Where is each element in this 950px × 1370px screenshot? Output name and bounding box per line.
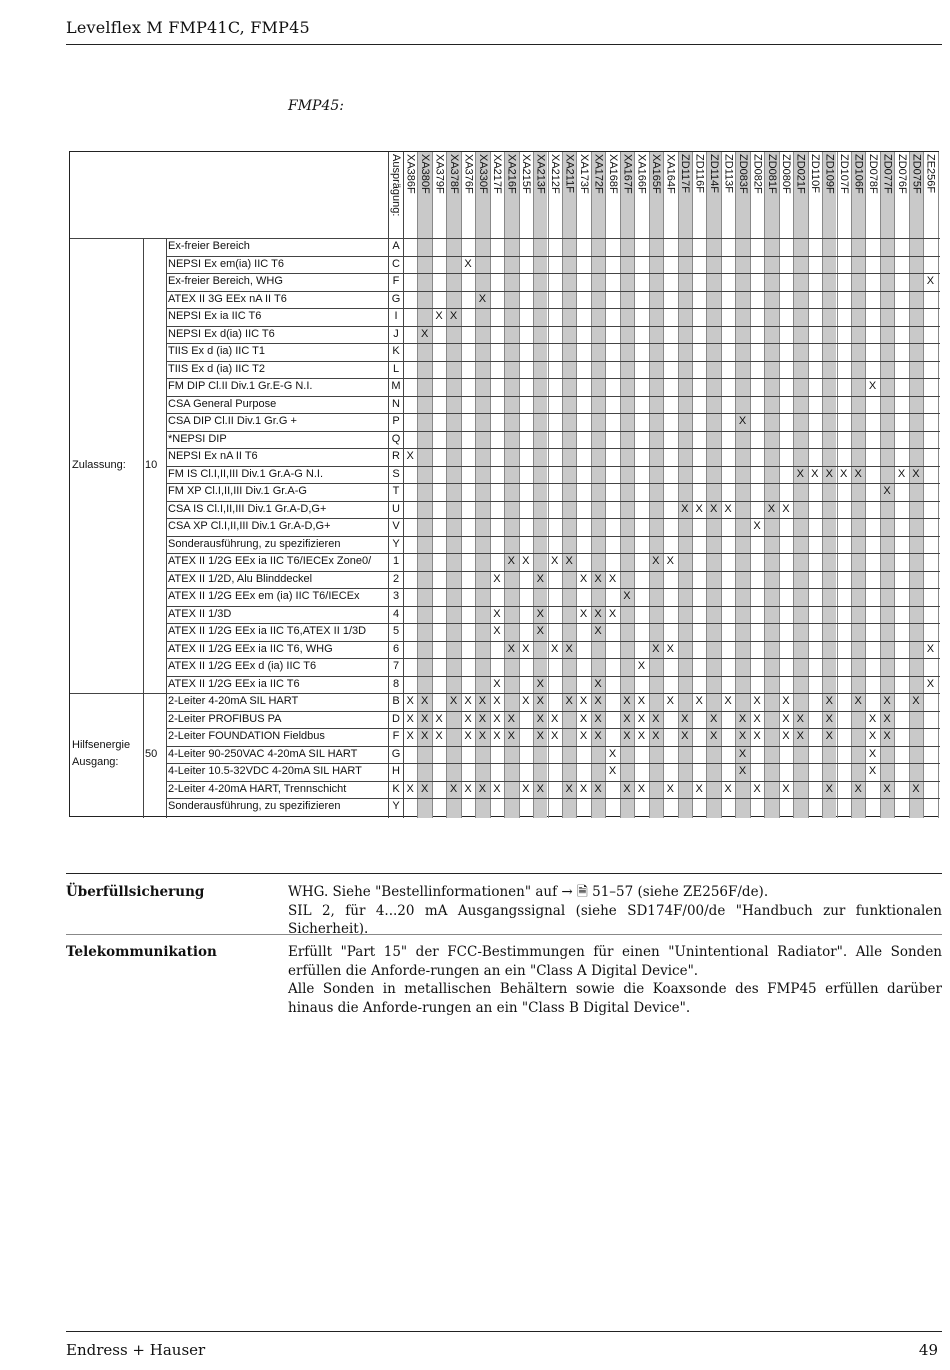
cell-mark: X xyxy=(825,695,833,707)
column-header: XA386F xyxy=(404,154,417,194)
cell-mark: X xyxy=(579,712,588,725)
row-code: H xyxy=(392,765,400,777)
row-label: NEPSI Ex ia IIC T6 xyxy=(168,310,262,322)
column-header: ZD075F xyxy=(910,154,923,194)
cell-mark: X xyxy=(464,695,472,707)
cell-mark: X xyxy=(551,730,559,742)
row-code: G xyxy=(391,292,401,305)
cell-mark: X xyxy=(536,607,544,620)
row-code: T xyxy=(392,485,400,497)
cell-mark: X xyxy=(681,502,689,515)
cell-mark: X xyxy=(478,695,487,707)
cell-mark: X xyxy=(478,712,487,725)
cell-mark: X xyxy=(695,695,703,707)
page-header-title: Levelflex M FMP41C, FMP45 xyxy=(66,18,310,37)
row-code: R xyxy=(392,450,400,462)
vline xyxy=(851,152,852,818)
vline xyxy=(923,152,924,818)
column-header: XA167F xyxy=(621,154,634,194)
cell-mark: X xyxy=(551,712,559,725)
cell-mark: X xyxy=(796,730,804,742)
row-code: P xyxy=(392,415,400,427)
cell-mark: X xyxy=(738,747,747,760)
row-label: Ex-freier Bereich xyxy=(168,240,250,252)
row-label: Ex-freier Bereich, WHG xyxy=(168,275,283,287)
cell-mark: X xyxy=(724,502,732,515)
row-code: 3 xyxy=(392,590,400,602)
column-header: ZD117F xyxy=(679,154,692,193)
row-code: S xyxy=(392,467,400,480)
cell-mark: X xyxy=(464,730,472,742)
column-header: XA376F xyxy=(462,154,475,194)
cell-mark: X xyxy=(883,782,891,795)
row-label: FM DIP Cl.II Div.1 Gr.E-G N.I. xyxy=(168,380,313,392)
cell-mark: X xyxy=(652,555,660,567)
vline xyxy=(519,152,520,818)
row-code: J xyxy=(393,327,399,340)
row-label: *NEPSI DIP xyxy=(168,432,227,445)
vline xyxy=(909,152,910,818)
column-header: XA172F xyxy=(592,154,605,194)
column-header: XA330F xyxy=(476,154,489,194)
cell-mark: X xyxy=(637,712,646,725)
cell-mark: X xyxy=(652,712,660,725)
cell-mark: X xyxy=(738,765,747,777)
cell-mark: X xyxy=(594,730,602,742)
cell-mark: X xyxy=(464,257,472,270)
cell-mark: X xyxy=(536,712,544,725)
cell-mark: X xyxy=(493,695,501,707)
cell-mark: X xyxy=(493,625,501,637)
column-header: XA378F xyxy=(447,154,460,194)
cell-mark: X xyxy=(897,467,906,480)
row-code: 8 xyxy=(392,677,400,690)
cell-mark: X xyxy=(883,485,891,497)
cell-mark: X xyxy=(637,695,646,707)
section-text-overfill xyxy=(288,883,942,939)
cell-mark: X xyxy=(493,730,501,742)
cell-mark: X xyxy=(406,695,414,707)
cell-mark: X xyxy=(594,625,602,637)
column-header: ZD077F xyxy=(881,154,894,194)
column-header: ZD078F xyxy=(866,154,879,194)
cell-mark: X xyxy=(825,782,833,795)
cell-mark: X xyxy=(420,730,429,742)
cell-mark: X xyxy=(579,572,588,585)
row-label: ATEX II 3G EEx nA II T6 xyxy=(168,292,287,305)
cell-mark: X xyxy=(623,782,631,795)
row-label: ATEX II 1/2G EEx ia IIC T6,ATEX II 1/3D xyxy=(168,625,367,637)
cell-mark: X xyxy=(623,590,631,602)
cell-mark: X xyxy=(695,782,703,795)
cell-mark: X xyxy=(652,642,660,655)
cell-mark: X xyxy=(753,782,761,795)
cell-mark: X xyxy=(709,502,718,515)
cell-mark: X xyxy=(594,782,602,795)
cell-mark: X xyxy=(536,677,544,690)
column-header: XA379F xyxy=(433,154,446,194)
column-header: XA215F xyxy=(520,154,533,194)
row-label: FM XP Cl.I,II,III Div.1 Gr.A-G xyxy=(168,485,307,497)
cell-mark: X xyxy=(623,712,631,725)
cell-mark: X xyxy=(709,712,718,725)
cell-mark: X xyxy=(579,782,588,795)
cell-mark: X xyxy=(840,467,848,480)
cell-mark: X xyxy=(912,782,920,795)
row-code: F xyxy=(392,275,400,287)
cell-mark: X xyxy=(753,520,761,532)
cell-mark: X xyxy=(478,292,487,305)
cell-mark: X xyxy=(464,712,472,725)
column-shade xyxy=(851,152,865,818)
header-rule xyxy=(66,44,942,45)
cell-mark: X xyxy=(681,730,689,742)
cell-mark: X xyxy=(478,782,487,795)
row-label: CSA General Purpose xyxy=(168,397,277,410)
column-header: ZD107F xyxy=(838,154,850,194)
column-header: ZD083F xyxy=(736,154,749,194)
row-code: 7 xyxy=(392,660,400,672)
cell-mark: X xyxy=(883,695,891,707)
row-label: NEPSI Ex em(ia) IIC T6 xyxy=(168,257,284,270)
column-header: ZD109F xyxy=(823,154,836,194)
cell-mark: X xyxy=(753,695,761,707)
cell-mark: X xyxy=(724,782,732,795)
row-code: 6 xyxy=(392,642,400,655)
column-header: ZD116F xyxy=(693,154,706,193)
row-code: 1 xyxy=(392,555,400,567)
cell-mark: X xyxy=(594,677,602,690)
row-label: TIIS Ex d (ia) IIC T1 xyxy=(168,345,265,357)
section-label-overfill: Überfüllsicherung xyxy=(66,884,205,900)
vline xyxy=(605,152,606,818)
approval-matrix-table xyxy=(69,151,939,817)
row-label: 2-Leiter FOUNDATION Fieldbus xyxy=(168,730,325,742)
column-shade xyxy=(909,152,923,818)
row-code: K xyxy=(392,345,400,357)
section-text-telecom xyxy=(288,943,942,1017)
cell-mark: X xyxy=(435,730,443,742)
cell-mark: X xyxy=(594,607,602,620)
column-header: XA173F xyxy=(577,154,590,194)
cell-mark: X xyxy=(883,730,891,742)
cell-mark: X xyxy=(637,730,646,742)
cell-mark: X xyxy=(420,327,429,340)
vline xyxy=(721,152,722,818)
cell-mark: X xyxy=(666,642,674,655)
cell-mark: X xyxy=(796,467,804,480)
row-label: 2-Leiter 4-20mA HART, Trennschicht xyxy=(168,782,347,795)
cell-mark: X xyxy=(478,730,487,742)
column-header: ZD021F xyxy=(794,154,807,194)
cell-mark: X xyxy=(868,765,877,777)
row-code: A xyxy=(392,240,400,252)
row-label: NEPSI Ex nA II T6 xyxy=(168,450,258,462)
row-code: Q xyxy=(391,432,401,445)
cell-mark: X xyxy=(507,712,515,725)
row-code: Y xyxy=(392,800,400,812)
cell-mark: X xyxy=(565,782,573,795)
cell-mark: X xyxy=(724,695,732,707)
vline xyxy=(143,238,144,818)
cell-mark: X xyxy=(666,555,674,567)
cell-mark: X xyxy=(637,660,646,672)
cell-mark: X xyxy=(579,730,588,742)
section-rule xyxy=(66,873,942,874)
cell-mark: X xyxy=(536,782,544,795)
section-rule xyxy=(66,934,942,935)
cell-mark: X xyxy=(738,415,747,427)
row-label: CSA XP Cl.I,II,III Div.1 Gr.A-D,G+ xyxy=(168,520,331,532)
cell-mark: X xyxy=(753,730,761,742)
cell-mark: X xyxy=(507,730,515,742)
cell-mark: X xyxy=(666,782,674,795)
cell-mark: X xyxy=(782,730,790,742)
group-code: 10 xyxy=(145,459,158,471)
section-text-line: WHG. Siehe "Bestellinformationen" auf → 🗎 51–57 (siehe ZE256F/de). xyxy=(288,884,769,900)
column-header-code: Ausprägung: xyxy=(390,154,402,217)
vline xyxy=(663,152,664,818)
row-code: G xyxy=(391,747,401,760)
cell-mark: X xyxy=(579,607,588,620)
row-code: 5 xyxy=(392,625,400,637)
cell-mark: X xyxy=(522,782,530,795)
column-header: XA211F xyxy=(563,154,576,193)
cell-mark: X xyxy=(868,747,877,760)
column-header: XA213F xyxy=(534,154,547,194)
cell-mark: X xyxy=(551,555,559,567)
column-header: XA168F xyxy=(606,154,619,194)
cell-mark: X xyxy=(464,782,472,795)
footer-page-number: 49 xyxy=(918,1341,938,1359)
row-label: 2-Leiter PROFIBUS PA xyxy=(168,712,282,725)
cell-mark: X xyxy=(912,467,920,480)
column-shade xyxy=(764,152,778,818)
column-shade xyxy=(446,152,460,818)
row-code: 4 xyxy=(392,607,400,620)
cell-mark: X xyxy=(493,782,501,795)
row-code: 2 xyxy=(392,572,400,585)
cell-mark: X xyxy=(449,782,458,795)
column-shade xyxy=(562,152,576,818)
row-code: V xyxy=(392,520,400,532)
cell-mark: X xyxy=(406,712,414,725)
cell-mark: X xyxy=(536,695,544,707)
cell-mark: X xyxy=(522,555,530,567)
row-code: F xyxy=(392,730,400,742)
cell-mark: X xyxy=(767,502,776,515)
row-code: D xyxy=(392,712,400,725)
row-code: U xyxy=(392,502,400,515)
cell-mark: X xyxy=(608,607,617,620)
cell-mark: X xyxy=(522,695,530,707)
cell-mark: X xyxy=(536,730,544,742)
cell-mark: X xyxy=(522,642,530,655)
column-header: ZD114F xyxy=(707,154,720,193)
column-header: ZD080F xyxy=(780,154,793,194)
vline xyxy=(764,152,765,818)
column-header: XA380F xyxy=(418,154,431,194)
section-text-line: Alle Sonden in metallischen Behältern sowie die Koaxsonde des FMP45 erfüllen darüber hinaus die Anforde-rungen an ein "Class B Digital Device". xyxy=(288,981,942,1016)
row-code: C xyxy=(392,257,400,270)
row-code: K xyxy=(392,782,400,795)
row-label: NEPSI Ex d(ia) IIC T6 xyxy=(168,327,275,340)
column-header: XA216F xyxy=(505,154,518,194)
cell-mark: X xyxy=(868,712,877,725)
cell-mark: X xyxy=(435,310,443,322)
column-header: ZD113F xyxy=(722,154,735,193)
vline xyxy=(837,152,838,818)
cell-mark: X xyxy=(782,502,790,515)
cell-mark: X xyxy=(565,642,573,655)
row-label: 4-Leiter 90-250VAC 4-20mA SIL HART xyxy=(168,747,358,760)
cell-mark: X xyxy=(782,695,790,707)
cell-mark: X xyxy=(623,695,631,707)
cell-mark: X xyxy=(926,275,935,287)
cell-mark: X xyxy=(623,730,631,742)
cell-mark: X xyxy=(608,747,617,760)
cell-mark: X xyxy=(811,467,819,480)
vline xyxy=(894,152,895,818)
cell-mark: X xyxy=(738,730,747,742)
column-header: XA164F xyxy=(664,154,677,194)
cell-mark: X xyxy=(594,572,602,585)
row-label: FM IS Cl.I,II,III Div.1 Gr.A-G N.I. xyxy=(168,467,324,480)
cell-mark: X xyxy=(594,695,602,707)
cell-mark: X xyxy=(868,380,877,392)
column-header: ZD110F xyxy=(809,154,822,193)
cell-mark: X xyxy=(825,712,833,725)
row-code: L xyxy=(392,362,400,375)
cell-mark: X xyxy=(420,782,429,795)
vline xyxy=(938,152,939,818)
row-code: M xyxy=(391,380,401,392)
row-label: 4-Leiter 10.5-32VDC 4-20mA SIL HART xyxy=(168,765,362,777)
cell-mark: X xyxy=(493,677,501,690)
cell-mark: X xyxy=(493,607,501,620)
cell-mark: X xyxy=(608,765,617,777)
row-label: ATEX II 1/3D xyxy=(168,607,232,620)
section-subtitle: FMP45: xyxy=(288,98,344,114)
cell-mark: X xyxy=(406,450,414,462)
cell-mark: X xyxy=(666,695,674,707)
row-label: CSA IS Cl.I,II,III Div.1 Gr.A-D,G+ xyxy=(168,502,327,515)
cell-mark: X xyxy=(926,642,935,655)
cell-mark: X xyxy=(709,730,718,742)
cell-mark: X xyxy=(883,712,891,725)
cell-mark: X xyxy=(681,712,689,725)
cell-mark: X xyxy=(912,695,920,707)
row-label: ATEX II 1/2G EEx ia IIC T6, WHG xyxy=(168,642,333,655)
cell-mark: X xyxy=(782,712,790,725)
cell-mark: X xyxy=(420,695,429,707)
vline xyxy=(808,152,809,818)
cell-mark: X xyxy=(825,730,833,742)
group-label: Hilfsenergie Ausgang: xyxy=(72,739,131,769)
row-code: I xyxy=(394,310,398,322)
cell-mark: X xyxy=(420,712,429,725)
cell-mark: X xyxy=(579,695,588,707)
vline xyxy=(446,152,447,818)
row-label: Sonderausführung, zu spezifizieren xyxy=(168,537,341,550)
cell-mark: X xyxy=(507,642,515,655)
cell-mark: X xyxy=(854,467,862,480)
row-label: ATEX II 1/2G EEx em (ia) IIC T6/IECEx xyxy=(168,590,360,602)
section-text-line: Erfüllt "Part 15" der FCC-Bestimmungen für einen "Unintentional Radiator". Alle Sonden erfüllen die Anforde-rungen an ein "Class A Digital Device". xyxy=(288,944,942,979)
row-code: B xyxy=(392,695,400,707)
cell-mark: X xyxy=(493,572,501,585)
cell-mark: X xyxy=(868,730,877,742)
cell-mark: X xyxy=(551,642,559,655)
cell-mark: X xyxy=(796,712,804,725)
cell-mark: X xyxy=(565,555,573,567)
column-header: XA165F xyxy=(650,154,663,194)
cell-mark: X xyxy=(854,695,862,707)
row-label: TIIS Ex d (ia) IIC T2 xyxy=(168,362,265,375)
cell-mark: X xyxy=(652,730,660,742)
cell-mark: X xyxy=(449,310,458,322)
column-header: ZD081F xyxy=(765,154,778,194)
group-code: 50 xyxy=(145,747,158,760)
cell-mark: X xyxy=(536,625,544,637)
footer-rule xyxy=(66,1331,942,1332)
vline xyxy=(692,152,693,818)
cell-mark: X xyxy=(435,712,443,725)
cell-mark: X xyxy=(782,782,790,795)
row-label: ATEX II 1/2D, Alu Blinddeckel xyxy=(168,572,313,585)
row-code: N xyxy=(392,397,400,410)
column-header: ZD076F xyxy=(895,154,908,194)
cell-mark: X xyxy=(695,502,703,515)
cell-mark: X xyxy=(825,467,833,480)
section-text-line: SIL 2, für 4...20 mA Ausgangssignal (siehe SD174F/00/de "Handbuch zur funktionalen Sicherheit). xyxy=(288,902,942,937)
cell-mark: X xyxy=(926,677,935,690)
row-label: CSA DIP Cl.II Div.1 Gr.G + xyxy=(168,415,297,427)
cell-mark: X xyxy=(449,695,458,707)
cell-mark: X xyxy=(753,712,761,725)
footer-company: Endress + Hauser xyxy=(66,1341,206,1359)
vline xyxy=(562,152,563,818)
group-label: Zulassung: xyxy=(72,459,126,471)
row-label: ATEX II 1/2G EEx ia IIC T6/IECEx Zone0/ xyxy=(168,555,372,567)
column-header: ZD082F xyxy=(751,154,764,194)
cell-mark: X xyxy=(406,782,414,795)
cell-mark: X xyxy=(536,572,544,585)
section-label-telecom: Telekommunikation xyxy=(66,944,217,960)
column-header: XA166F xyxy=(635,154,648,194)
cell-mark: X xyxy=(608,572,617,585)
cell-mark: X xyxy=(854,782,862,795)
column-header: XA212F xyxy=(549,154,561,194)
cell-mark: X xyxy=(738,712,747,725)
row-code: Y xyxy=(392,537,400,550)
cell-mark: X xyxy=(406,730,414,742)
row-label: 2-Leiter 4-20mA SIL HART xyxy=(168,695,299,707)
vline xyxy=(166,238,167,818)
cell-mark: X xyxy=(493,712,501,725)
cell-mark: X xyxy=(507,555,515,567)
row-label: ATEX II 1/2G EEx ia IIC T6 xyxy=(168,677,300,690)
cell-mark: X xyxy=(565,695,573,707)
column-header: XA217F xyxy=(491,154,504,194)
row-label: ATEX II 1/2G EEx d (ia) IIC T6 xyxy=(168,660,317,672)
row-label: Sonderausführung, zu spezifizieren xyxy=(168,800,341,812)
column-header: ZD106F xyxy=(852,154,865,194)
cell-mark: X xyxy=(594,712,602,725)
cell-mark: X xyxy=(637,782,646,795)
column-header: ZE256F xyxy=(924,154,937,194)
